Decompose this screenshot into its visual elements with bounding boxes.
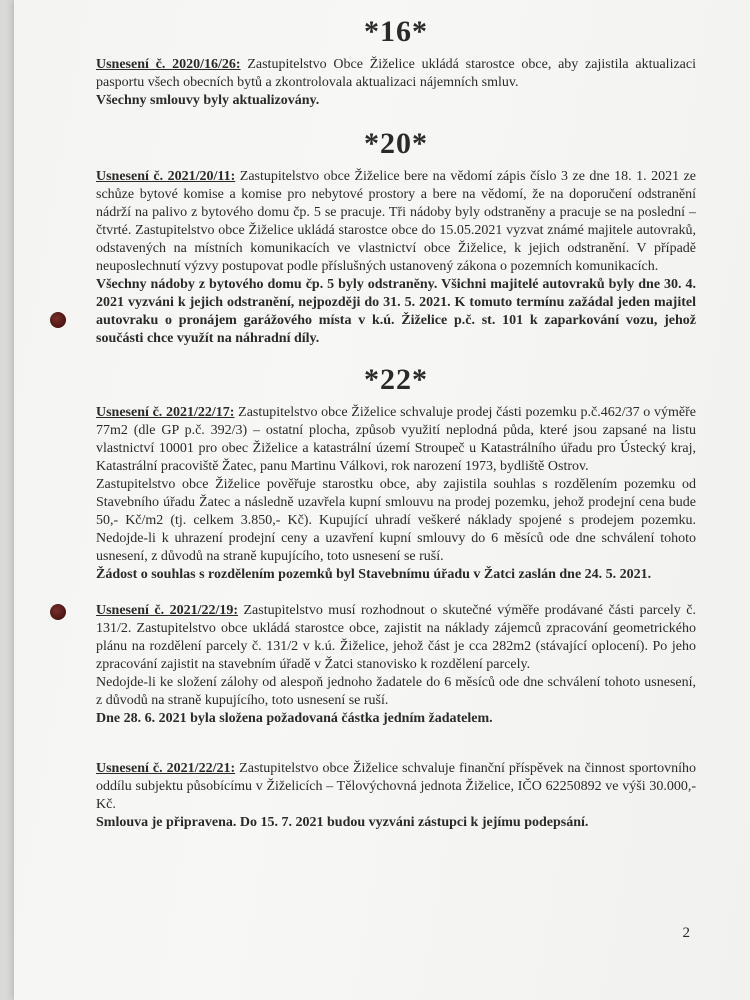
resolution-ref: Usnesení č. 2021/22/19: — [96, 603, 239, 618]
resolution-text — [96, 56, 696, 92]
resolution-body: Zastupitelstvo Obce Žiželice ukládá starostce obce, aby zajistila aktualizaci pasportu všech obecních bytů a zkontrolovala aktualizaci nájemních smluv. — [96, 57, 696, 90]
resolution-body: Zastupitelstvo musí rozhodnout o skutečné výměře prodávané části parcely č. 131/2. Zastupitelstvo obce ukládá starostce obce, zajistit na náklady zájemců zpracování geometrického plánu na rozdělení parcely č. 131/2 v k.ú. Žiželice, jehož část je cca 282m2 (stávající oplocení). Po jeho zpracování zajistit na stavebním úřadě v Žatci stanovisko k rozdělení parcely. — [96, 603, 696, 672]
punch-hole — [50, 312, 66, 328]
resolution-block — [96, 168, 696, 348]
resolution-block — [96, 56, 696, 110]
section-number: *20* — [364, 127, 428, 160]
resolution-text — [96, 404, 696, 476]
section-number: *16* — [364, 15, 428, 48]
resolution-text — [96, 760, 696, 814]
resolution-result: Všechny smlouvy byly aktualizovány. — [96, 93, 320, 108]
resolution-ref: Usnesení č. 2021/20/11: — [96, 169, 236, 184]
resolution-body: Zastupitelstvo obce Žiželice bere na vědomí zápis číslo 3 ze dne 18. 1. 2021 ze schůze bytové komise a komise pro nebytové prostory a bere na vědomí, že na doporučení odstranění nádrží na palivo z bytového domu čp. 5 se pracuje. Tři nádoby byly odstraněny a pracuje se na poslední – čtvrté. Zastupitelstvo obce Žiželice ukládá starostce obce do 15.05.2021 vyzvat známé majitele autovraků, odstavených na místních komunikacích ve vlastnictví obce Žiželice, k jejich odstranění. V případě neuposlechnutí výzvy postupovat podle příslušných ustanovený zákona o pozemních komunikacích. — [96, 169, 697, 274]
resolution-text — [96, 602, 696, 674]
document-page — [14, 0, 750, 1000]
resolution-result: Smlouva je připravena. Do 15. 7. 2021 budou vyzváni zástupci k jejímu podepsání. — [96, 815, 589, 830]
resolution-result: Žádost o souhlas s rozdělením pozemků byl Stavebnímu úřadu v Žatci zaslán dne 24. 5. 2021. — [96, 567, 652, 582]
resolution-result: Dne 28. 6. 2021 byla složena požadovaná částka jedním žadatelem. — [96, 711, 493, 726]
document-body — [96, 12, 696, 842]
page-number: 2 — [682, 925, 690, 941]
spacer — [96, 738, 696, 760]
resolution-text-continued: Nedojde-li ke složení zálohy od alespoň jednoho žadatele do 6 měsíců ode dne schválení tohoto usnesení, z důvodů na straně kupujícího, toto usnesení se ruší. — [96, 675, 696, 708]
punch-hole — [50, 604, 66, 620]
resolution-block — [96, 760, 696, 832]
resolution-ref: Usnesení č. 2021/22/21: — [96, 761, 236, 776]
resolution-ref: Usnesení č. 2020/16/26: — [96, 57, 241, 72]
resolution-result: Všechny nádoby z bytového domu čp. 5 byly odstraněny. Všichni majitelé autovraků byly dne 30. 4. 2021 vyzváni k jejich odstranění, nejpozději do 31. 5. 2021. K tomuto termínu zažádal jeden majitel autovraku o pronájem garážového místa v k.ú. Žiželice p.č. st. 101 k zaparkování vozu, jehož součásti chce využít na náhradní díly. — [96, 277, 696, 346]
section-number: *22* — [364, 363, 428, 396]
resolution-body: Zastupitelstvo obce Žiželice schvaluje finanční příspěvek na činnost sportovního oddílu subjektu působícímu v Žiželicích – Tělovýchovná jednota Žiželice, IČO 62250892 ve výši 30.000,- Kč. — [96, 761, 696, 812]
resolution-block — [96, 602, 696, 728]
resolution-text — [96, 168, 696, 276]
resolution-block — [96, 404, 696, 584]
resolution-text-continued: Zastupitelstvo obce Žiželice pověřuje starostku obce, aby zajistila souhlas s rozdělením pozemku od Stavebního úřadu Žatec a následně uzavřela kupní smlouvu na prodej pozemku, jehož prodejní cena bude 50,- Kč/m2 (tj. celkem 3.850,- Kč). Kupující uhradí veškeré náklady spojené s prodejem pozemku. Nedojde-li k uhrazení prodejní ceny a uzavření kupní smlouvy do 6 měsíců ode dne schválení tohoto usnesení, z důvodů na straně kupujícího, toto usnesení se ruší. — [96, 477, 696, 564]
resolution-ref: Usnesení č. 2021/22/17: — [96, 405, 235, 420]
resolution-body: Zastupitelstvo obce Žiželice schvaluje prodej části pozemku p.č.462/37 o výměře 77m2 (dle GP p.č. 392/3) – ostatní plocha, způsob využití neplodná půda, které jsou zapsané na listu vlastnictví 10001 pro obec Žiželice a katastrální území Stroupeč u Katastrálního úřadu pro Ústecký kraj, Katastrální pracoviště Žatec, panu Martinu Válkovi, rok narození 1973, bydliště Ostrov. — [96, 405, 696, 474]
